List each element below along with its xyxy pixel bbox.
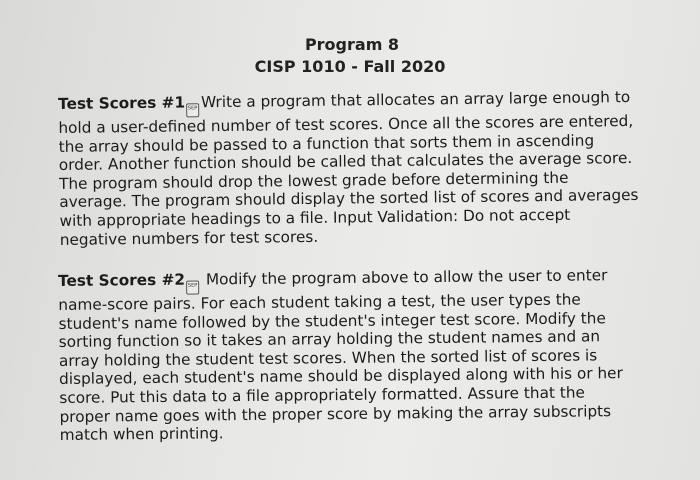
test-scores-1-heading: Test Scores #1 xyxy=(58,93,186,113)
test-scores-2-text: Modify the program above to allow the user to enter name-score pairs. For each student taking a test, the user types the student's name followed by the student's integer test score. Modify the sorting function so it takes an array holding the student names and an array holding the student test scores. When the sorted list of scores is displayed, each student's name should be displayed along with his or her score. Put this data to a file appropriately formatted. Assure that the proper name goes with the proper score by making the array subscripts match when printing. xyxy=(58,266,623,445)
test-scores-1-paragraph xyxy=(58,88,640,249)
separator-glyph-icon: SEP xyxy=(186,281,199,295)
test-scores-2-heading: Test Scores #2 xyxy=(58,270,186,290)
course-title: CISP 1010 - Fall 2020 xyxy=(254,57,446,76)
separator-glyph-icon: SEP xyxy=(186,103,199,117)
page-header xyxy=(0,34,700,78)
test-scores-1-text: Write a program that allocates an array large enough to hold a user-defined number of test scores. Once all the scores are entered, the array should be passed to a function that sorts them in ascending order. Another function should be called that calculates the average score. The program should drop the lowest grade before determining the average. The program should display the sorted list of scores and averages with appropriate headings to a file. Input Validation: Do not accept negative numbers for test scores. xyxy=(58,88,639,249)
program-title: Program 8 xyxy=(304,35,400,54)
test-scores-2-paragraph xyxy=(58,266,640,445)
